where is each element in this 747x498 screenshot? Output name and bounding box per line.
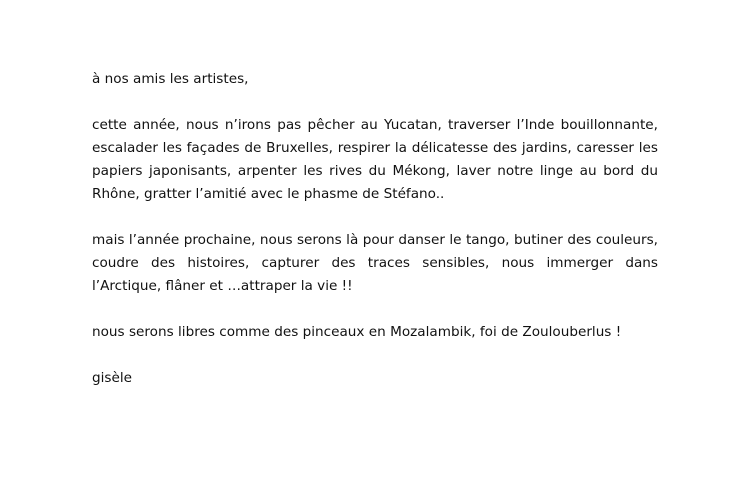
paragraph-1: cette année, nous n’irons pas pêcher au Yucatan, traverser l’Inde bouillonnante, escalader les façades de Bruxelles, respirer la délicatesse des jardins, caresser les papiers japonisants, arpenter les rives du Mékong, laver notre linge au bord du Rhône, gratter l’amitié avec le phasme de Stéfano.. [92,117,658,202]
paragraph-3: nous serons libres comme des pinceaux en Mozalambik, foi de Zoulouberlus ! [92,324,622,340]
signature: gisèle [92,370,132,386]
paragraph-2: mais l’année prochaine, nous serons là pour danser le tango, butiner des couleurs, coudre des histoires, capturer des traces sensibles, nous immerger dans l’Arctique, flâner et …attraper la vie !! [92,232,658,294]
salutation: à nos amis les artistes, [92,71,249,87]
letter-body [92,68,658,413]
